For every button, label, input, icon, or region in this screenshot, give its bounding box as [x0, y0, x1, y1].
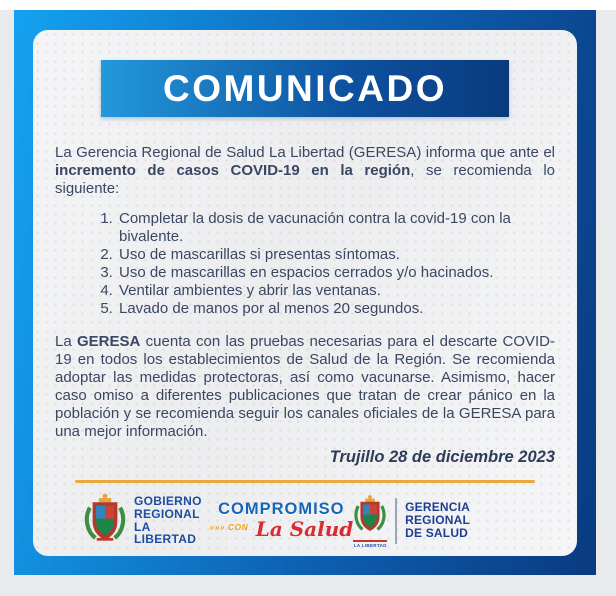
- footer-logos: [55, 492, 555, 549]
- la-salud-script: La Salud: [255, 517, 354, 541]
- list-item: 2. Uso de mascarillas si presentas síntomas.: [117, 246, 555, 264]
- coat-of-arms-icon: [83, 492, 127, 549]
- intro-text-bold: incremento de casos COVID-19 en la región: [55, 162, 411, 179]
- closing-text-before: La: [55, 333, 77, 350]
- list-item: 1. Completar la dosis de vacunación contra la covid-19 con la bivalente.: [117, 210, 555, 246]
- closing-text-bold: GERESA: [77, 333, 141, 350]
- list-item: 5. Lavado de manos por al menos 20 segundos.: [117, 300, 555, 318]
- closing-paragraph: [55, 333, 555, 441]
- compromiso-con-la-salud-logo: [209, 500, 353, 541]
- gobierno-regional-logo: [83, 492, 209, 549]
- intro-text-before: La Gerencia Regional de Salud La Libertad (GERESA) informa que ante el: [55, 144, 555, 161]
- background-strip-right: [596, 10, 616, 596]
- dateline: Trujillo 28 de diciembre 2023: [329, 448, 555, 466]
- compromiso-wordmark: COMPROMISO: [218, 500, 345, 518]
- shield-ribbon: [353, 540, 387, 542]
- background-strip-bottom: [14, 575, 596, 596]
- announcement-card: [33, 30, 577, 556]
- shield-caption: LA LIBERTAD: [353, 542, 387, 548]
- con-label: »»» CON: [209, 522, 249, 532]
- gobierno-regional-label: GOBIERNO REGIONAL LA LIBERTAD: [134, 494, 202, 547]
- blue-frame: [14, 10, 596, 575]
- title-banner: [101, 60, 509, 117]
- intro-text-after: , se recomienda lo siguiente:: [55, 162, 555, 197]
- logo-divider: [395, 498, 397, 544]
- page-title: COMUNICADO: [163, 67, 447, 109]
- background-strip-left: [0, 10, 14, 596]
- closing-text-after: cuenta con las pruebas necesarias para el descarte COVID-19 en todos los establecimientos de Salud de la Región. Se recomienda adoptar las medidas protectoras, así como vacunarse. Asimismo, hacer caso omiso a diferentes publicaciones que tratan de crear pánico en la población y se recomienda seguir los canales oficiales de la GERESA para una mejor información.: [55, 333, 555, 440]
- intro-paragraph: [55, 144, 555, 198]
- gerencia-regional-label: GERENCIA REGIONAL DE SALUD: [405, 499, 471, 541]
- recommendations-list: [99, 210, 555, 318]
- yellow-divider: [75, 480, 535, 483]
- list-item: 3. Uso de mascarillas en espacios cerrados y/o hacinados.: [117, 264, 555, 282]
- gerencia-regional-salud-logo: [353, 494, 529, 548]
- list-item: 4. Ventilar ambientes y abrir las ventanas.: [117, 282, 555, 300]
- coat-of-arms-small-icon: [353, 521, 387, 538]
